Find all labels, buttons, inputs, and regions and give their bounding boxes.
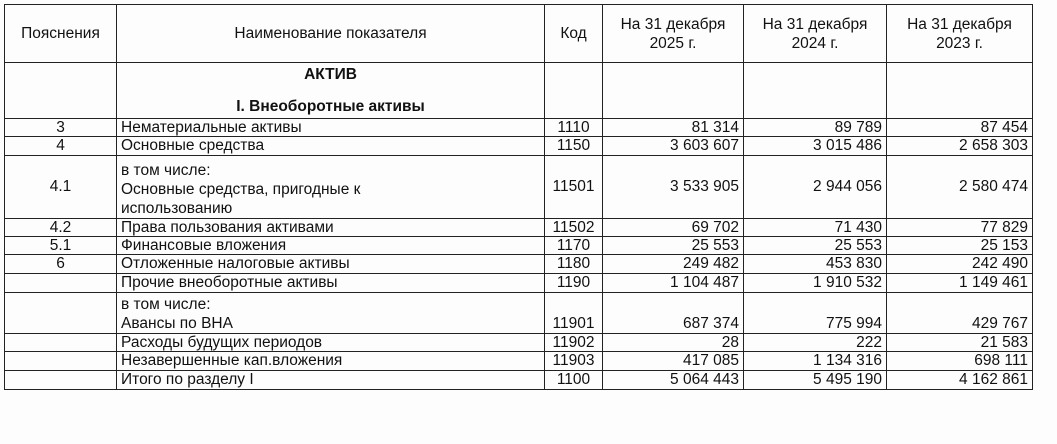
row-value-2023: 25 153 bbox=[887, 237, 1033, 255]
row-code: 11502 bbox=[545, 219, 603, 237]
row-name-line: Основные средства, пригодные к bbox=[121, 181, 361, 198]
row-value-2025: 1 104 487 bbox=[603, 274, 744, 293]
header-2023: На 31 декабря 2023 г. bbox=[887, 5, 1033, 63]
row-value-2025: 249 482 bbox=[603, 255, 744, 274]
row-value-2025: 69 702 bbox=[603, 219, 744, 237]
row-code: 1100 bbox=[545, 371, 603, 390]
table-row bbox=[5, 119, 1033, 137]
section-aktiv: АКТИВ bbox=[304, 65, 357, 83]
row-name: Прочие внеоборотные активы bbox=[117, 274, 545, 293]
row-note bbox=[5, 371, 117, 390]
row-name: Нематериальные активы bbox=[117, 119, 545, 137]
row-code: 1170 bbox=[545, 237, 603, 255]
row-name: Финансовые вложения bbox=[117, 237, 545, 255]
row-value-2025: 417 085 bbox=[603, 352, 744, 371]
header-code: Код bbox=[545, 5, 603, 63]
row-value-2025: 3 603 607 bbox=[603, 137, 744, 156]
row-value-2023: 87 454 bbox=[887, 119, 1033, 137]
row-name: Итого по разделу I bbox=[117, 371, 545, 390]
row-value-2024: 775 994 bbox=[744, 293, 887, 334]
row-value-2024: 453 830 bbox=[744, 255, 887, 274]
balance-sheet-table bbox=[4, 4, 1033, 390]
row-name-line: Авансы по ВНА bbox=[121, 315, 233, 332]
row-value-2025: 687 374 bbox=[603, 293, 744, 334]
row-value-2024: 2 944 056 bbox=[744, 156, 887, 219]
row-note: 6 bbox=[5, 255, 117, 274]
row-note: 5.1 bbox=[5, 237, 117, 255]
row-value-2024: 71 430 bbox=[744, 219, 887, 237]
row-value-2024: 222 bbox=[744, 334, 887, 352]
row-note bbox=[5, 293, 117, 334]
row-name: Права пользования активами bbox=[117, 219, 545, 237]
row-value-2023: 21 583 bbox=[887, 334, 1033, 352]
row-name: Незавершенные кап.вложения bbox=[117, 352, 545, 371]
row-name-line: в том числе: bbox=[121, 162, 211, 179]
row-code: 11501 bbox=[545, 156, 603, 219]
table-row bbox=[5, 156, 1033, 219]
row-code: 1180 bbox=[545, 255, 603, 274]
table-row bbox=[5, 255, 1033, 274]
row-name-line: использованию bbox=[121, 200, 233, 217]
row-value-2024: 89 789 bbox=[744, 119, 887, 137]
row-code: 11902 bbox=[545, 334, 603, 352]
header-2024: На 31 декабря 2024 г. bbox=[744, 5, 887, 63]
row-note bbox=[5, 352, 117, 371]
row-value-2023: 4 162 861 bbox=[887, 371, 1033, 390]
row-value-2023: 77 829 bbox=[887, 219, 1033, 237]
row-value-2023: 2 658 303 bbox=[887, 137, 1033, 156]
table-row bbox=[5, 274, 1033, 293]
row-value-2024: 25 553 bbox=[744, 237, 887, 255]
row-value-2024: 5 495 190 bbox=[744, 371, 887, 390]
row-note bbox=[5, 334, 117, 352]
row-value-2025: 3 533 905 bbox=[603, 156, 744, 219]
row-value-2024: 1 910 532 bbox=[744, 274, 887, 293]
row-name bbox=[117, 293, 545, 334]
row-value-2025: 25 553 bbox=[603, 237, 744, 255]
table-row bbox=[5, 237, 1033, 255]
row-note: 3 bbox=[5, 119, 117, 137]
row-value-2023: 429 767 bbox=[887, 293, 1033, 334]
row-value-2024: 3 015 486 bbox=[744, 137, 887, 156]
row-code: 11901 bbox=[545, 293, 603, 334]
table-row bbox=[5, 293, 1033, 334]
row-note bbox=[5, 274, 117, 293]
table-header-row bbox=[5, 5, 1033, 63]
row-name-line: в том числе: bbox=[121, 296, 211, 313]
row-name: Основные средства bbox=[117, 137, 545, 156]
section-header-row bbox=[5, 63, 1033, 119]
row-value-2025: 81 314 bbox=[603, 119, 744, 137]
row-name: Расходы будущих периодов bbox=[117, 334, 545, 352]
row-code: 1110 bbox=[545, 119, 603, 137]
row-value-2023: 242 490 bbox=[887, 255, 1033, 274]
row-note: 4.2 bbox=[5, 219, 117, 237]
row-value-2025: 28 bbox=[603, 334, 744, 352]
header-2025: На 31 декабря 2025 г. bbox=[603, 5, 744, 63]
section-title bbox=[117, 63, 545, 119]
row-value-2023: 698 111 bbox=[887, 352, 1033, 371]
row-code: 1150 bbox=[545, 137, 603, 156]
row-note: 4.1 bbox=[5, 156, 117, 219]
table-row bbox=[5, 219, 1033, 237]
row-value-2023: 2 580 474 bbox=[887, 156, 1033, 219]
row-name bbox=[117, 156, 545, 219]
row-name: Отложенные налоговые активы bbox=[117, 255, 545, 274]
header-indicator-name: Наименование показателя bbox=[117, 5, 545, 63]
table-row bbox=[5, 334, 1033, 352]
table-row bbox=[5, 137, 1033, 156]
row-value-2024: 1 134 316 bbox=[744, 352, 887, 371]
row-value-2023: 1 149 461 bbox=[887, 274, 1033, 293]
table-row-total bbox=[5, 371, 1033, 390]
row-value-2025: 5 064 443 bbox=[603, 371, 744, 390]
section-noncurrent-assets: I. Внеоборотные активы bbox=[236, 97, 425, 115]
row-note: 4 bbox=[5, 137, 117, 156]
row-code: 1190 bbox=[545, 274, 603, 293]
header-notes: Пояснения bbox=[5, 5, 117, 63]
table-row bbox=[5, 352, 1033, 371]
row-code: 11903 bbox=[545, 352, 603, 371]
